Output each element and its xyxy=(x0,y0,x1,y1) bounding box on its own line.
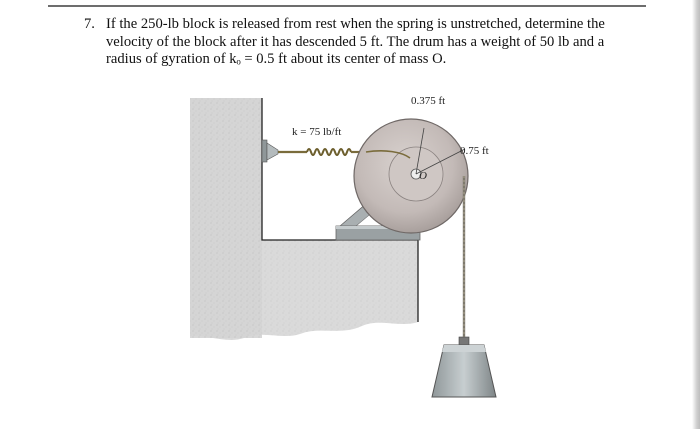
problem-text-line-1: If the 250-lb block is released from rest when the spring is unstretched, determine the xyxy=(106,16,605,32)
outer-radius-label: 0.75 ft xyxy=(460,145,489,157)
problem-number: 7. xyxy=(84,16,95,32)
spring xyxy=(278,149,366,155)
inner-radius-label: 0.375 ft xyxy=(411,95,446,107)
spring-bracket xyxy=(262,140,278,162)
hanging-block xyxy=(432,337,496,397)
problem-text-line-3: radius of gyration of kₒ = 0.5 ft about its center of mass O. xyxy=(106,51,447,67)
center-label: O xyxy=(419,170,427,182)
drum xyxy=(354,119,468,233)
spring-constant-label: k = 75 lb/ft xyxy=(292,126,342,138)
problem-text-line-2: velocity of the block after it has descended 5 ft. The drum has a weight of 50 lb and a xyxy=(106,33,605,50)
